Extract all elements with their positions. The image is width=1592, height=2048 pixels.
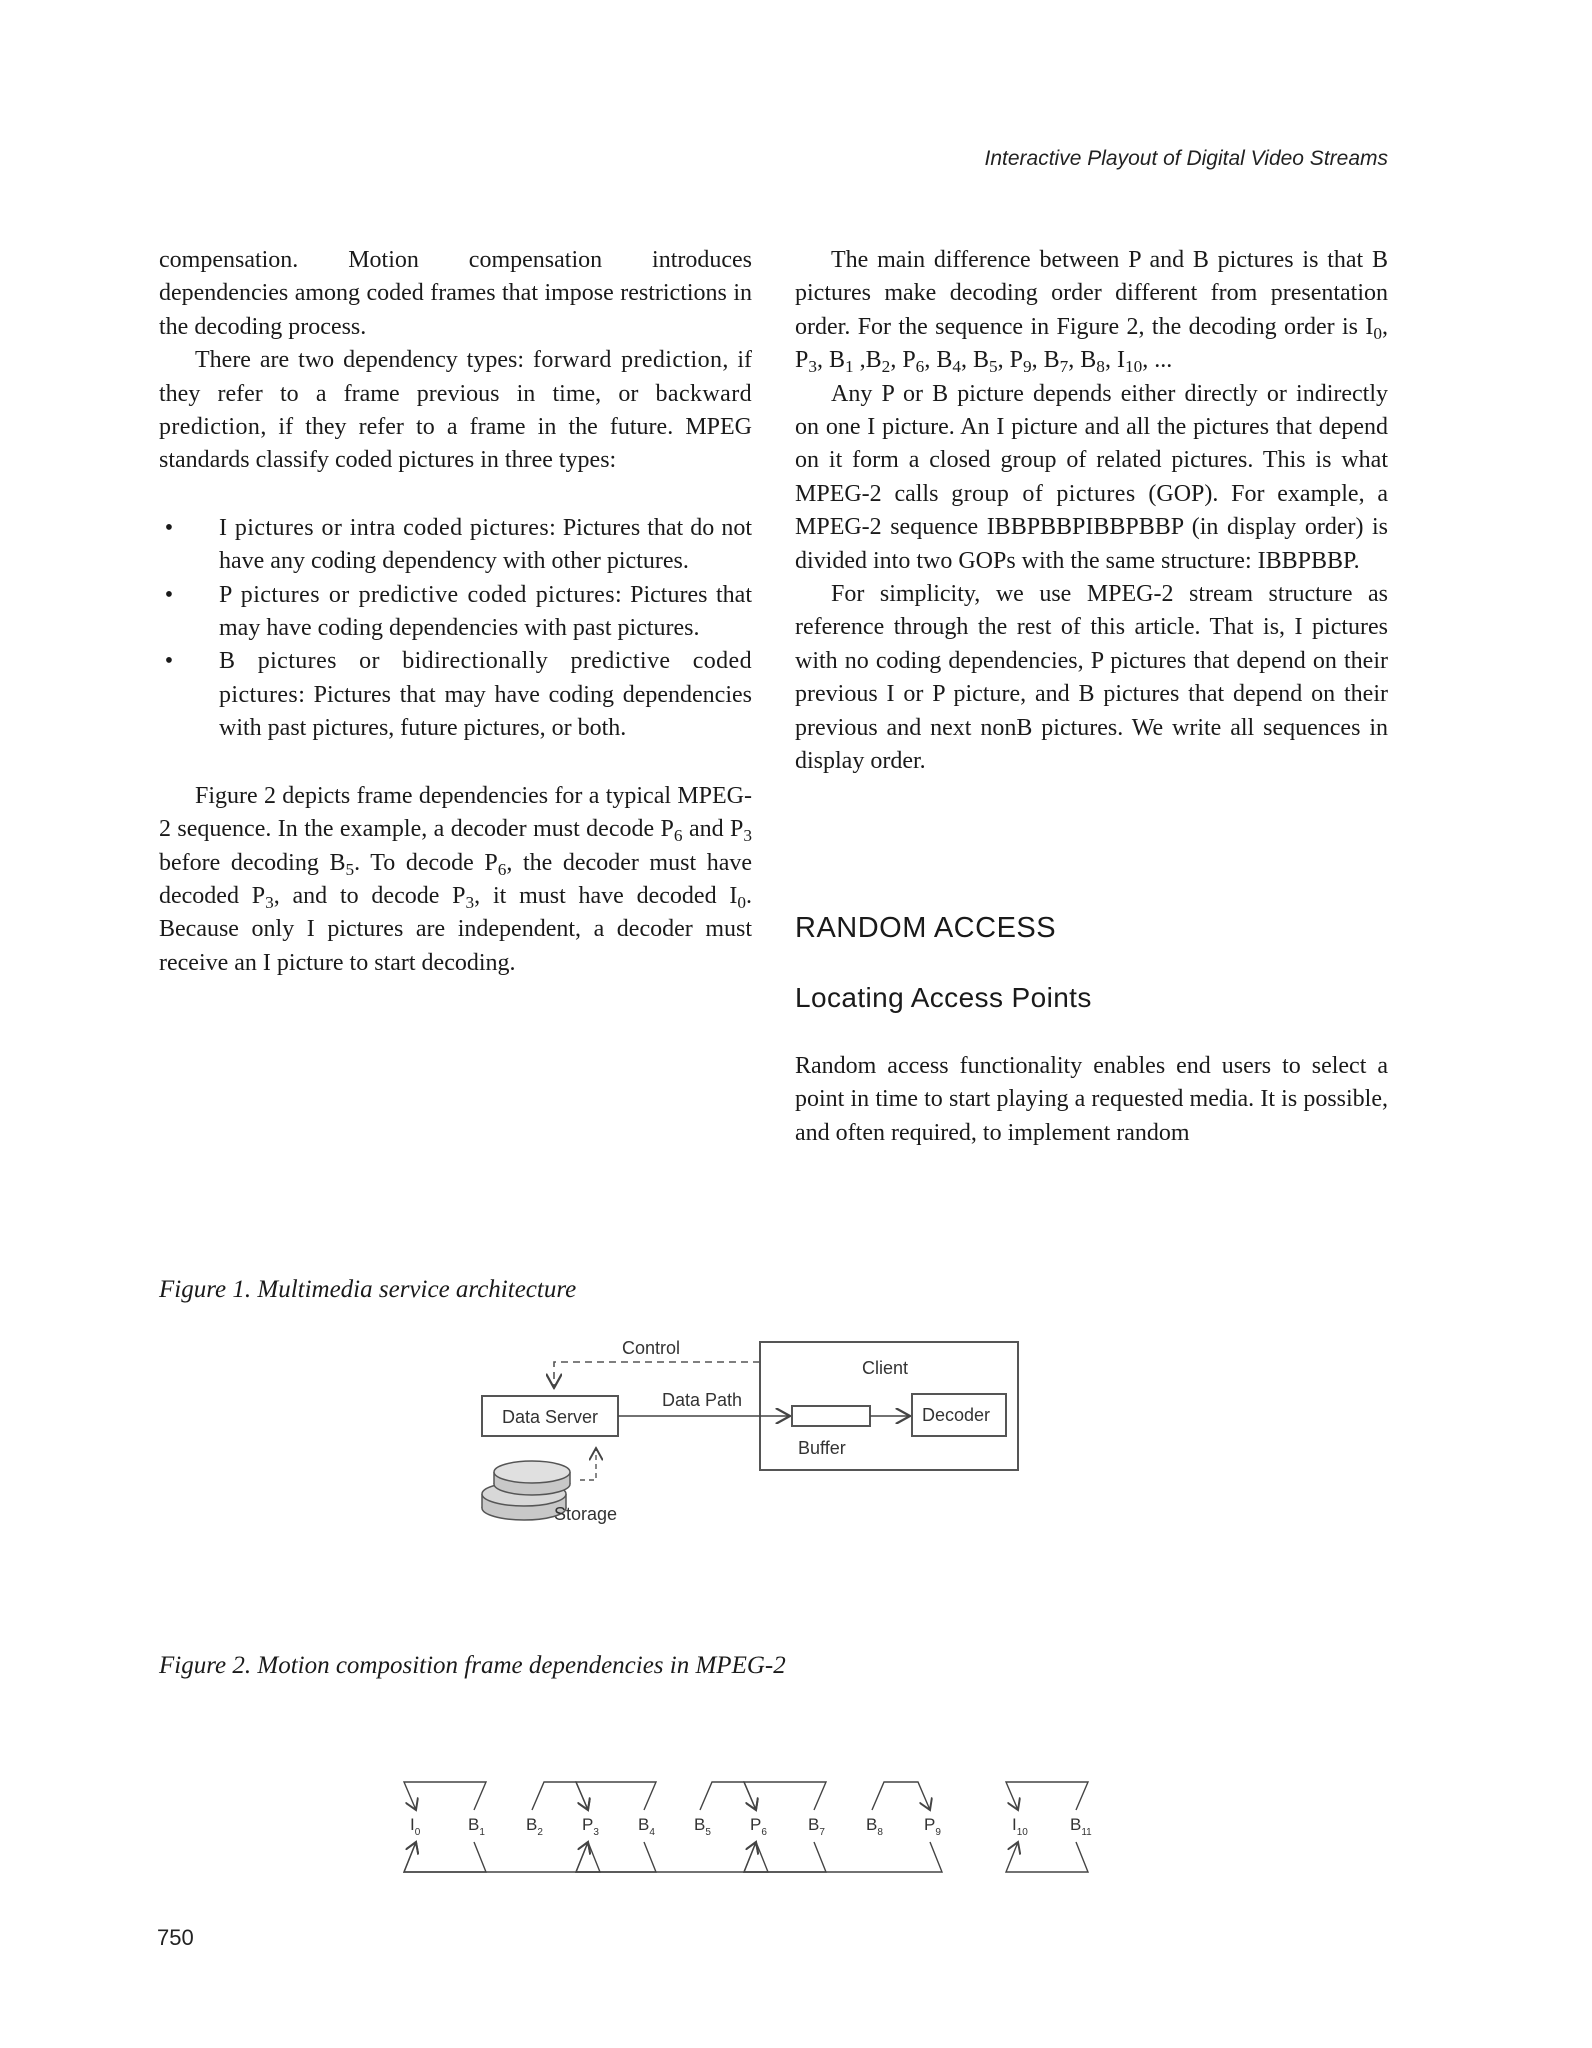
frame-label: $P_6$ <box>750 1815 767 1838</box>
forward-arc <box>744 1842 942 1872</box>
frame-label: $B_1$ <box>468 1815 485 1838</box>
backward-arc <box>872 1782 930 1810</box>
buffer-label: Buffer <box>798 1438 846 1458</box>
frame-label: $I_0$ <box>410 1815 421 1838</box>
right-paragraph-4: Random access functionality enables end users to select a point in time to start playing a requested media. It is possible, and often required, to implement random <box>795 1053 1388 1146</box>
control-label: Control <box>622 1338 681 1358</box>
frame-label: $P_3$ <box>582 1815 599 1838</box>
list-item: • B pictures or bidirectionally predictive coded pictures: Pictures that may have coding dependencies with past pictures, future pictures, or both. <box>164 648 752 742</box>
storage-label: Storage <box>554 1504 618 1524</box>
right-column <box>795 244 1388 779</box>
running-head: Interactive Playout of Digital Video Streams <box>984 147 1388 170</box>
frame-label: $B_5$ <box>694 1815 711 1838</box>
b-arc <box>404 1782 486 1810</box>
figure-2-diagram <box>390 1760 1210 1890</box>
decoder-label: Decoder <box>922 1405 991 1425</box>
figure-1-diagram <box>470 1332 1030 1532</box>
picture-types-list <box>159 512 752 746</box>
left-paragraph-1: compensation. Motion compensation introduces dependencies among coded frames that impose restrictions in the decoding process. <box>159 247 752 340</box>
list-item: • P pictures or predictive coded pictures: Pictures that may have coding dependencies with past pictures. <box>164 581 752 642</box>
b-arc <box>744 1782 826 1810</box>
frame-label: $B_2$ <box>526 1815 543 1838</box>
b-arc <box>404 1842 486 1872</box>
backward-arc <box>700 1782 756 1810</box>
frame-label: $B_{11}$ <box>1070 1815 1092 1838</box>
left-paragraph-3: Figure 2 depicts frame dependencies for a typical MPEG-2 sequence. In the example, a decoder must decode $P_6$ and $P_3$ before decoding $B_5$. To decode $P_6$, the decoder must have decoded $P_3$, and to decode $P_3$, it must have decoded $I_0$. Because only I pictures are independent, a decoder must receive an I picture to start decoding. <box>159 782 753 976</box>
page-number: 750 <box>157 1925 194 1950</box>
b-arc <box>576 1782 656 1810</box>
frame-label: $B_7$ <box>808 1815 825 1838</box>
frame-label: $B_8$ <box>866 1815 883 1838</box>
right-column-continued <box>795 1050 1388 1150</box>
frame-label: $I_{10}$ <box>1012 1815 1028 1838</box>
frame-label: $P_9$ <box>924 1815 941 1838</box>
storage-link <box>580 1448 596 1480</box>
client-label: Client <box>862 1358 909 1378</box>
buffer-box <box>792 1406 870 1426</box>
dependency-arcs <box>404 1782 1088 1872</box>
right-paragraph-1: The main difference between P and B pictures is that B pictures make decoding order different from presentation order. For the sequence in Figure 2, the decoding order is $I_0$, $P_3$, $B_1$ $,B_2$, $P_6$, $B_4$, $B_5$, $P_9$, $B_7$, $B_8$, $I_{10}$, ... <box>795 247 1388 377</box>
frame-label: $B_4$ <box>638 1815 655 1838</box>
forward-arc <box>404 1842 600 1872</box>
b-arc <box>1006 1842 1088 1872</box>
list-item: • I pictures or intra coded pictures: Pictures that do not have any coding dependency with other pictures. <box>164 514 752 575</box>
subsection-title: Locating Access Points <box>795 982 1092 1013</box>
forward-arc <box>576 1842 768 1872</box>
frame-sequence <box>410 1815 1092 1838</box>
right-paragraph-2: Any P or B picture depends either directly or indirectly on one I picture. An I picture and all the pictures that depend on it form a closed group of related pictures. This is what MPEG-2 calls group of pictures (GOP). For example, a MPEG-2 sequence IBBPBBPIBBPBBP (in display order) is divided into two GOPs with the same structure: IBBPBBP. <box>795 380 1389 574</box>
data-server-label: Data Server <box>502 1407 599 1427</box>
figure-2-caption: Figure 2. Motion composition frame dependencies in MPEG-2 <box>159 1652 786 1679</box>
data-path-label: Data Path <box>662 1390 743 1410</box>
control-line <box>554 1362 760 1388</box>
backward-arc <box>532 1782 588 1810</box>
right-paragraph-3: For simplicity, we use MPEG-2 stream structure as reference through the rest of this article. That is, I pictures with no coding dependencies, P pictures that depend on their previous I or P picture, and B pictures that depend on their previous and next nonB pictures. We write all sequences in display order. <box>795 581 1388 775</box>
b-arc <box>576 1842 656 1872</box>
b-arc <box>1006 1782 1088 1810</box>
b-arc <box>744 1842 826 1872</box>
section-title: RANDOM ACCESS <box>795 912 1057 944</box>
figure-1-caption: Figure 1. Multimedia service architecture <box>159 1276 577 1303</box>
left-paragraph-2: There are two dependency types: forward prediction, if they refer to a frame previous in time, or backward prediction, if they refer to a frame in the future. MPEG standards classify coded pictures in three types: <box>159 347 752 474</box>
left-column <box>159 244 752 980</box>
